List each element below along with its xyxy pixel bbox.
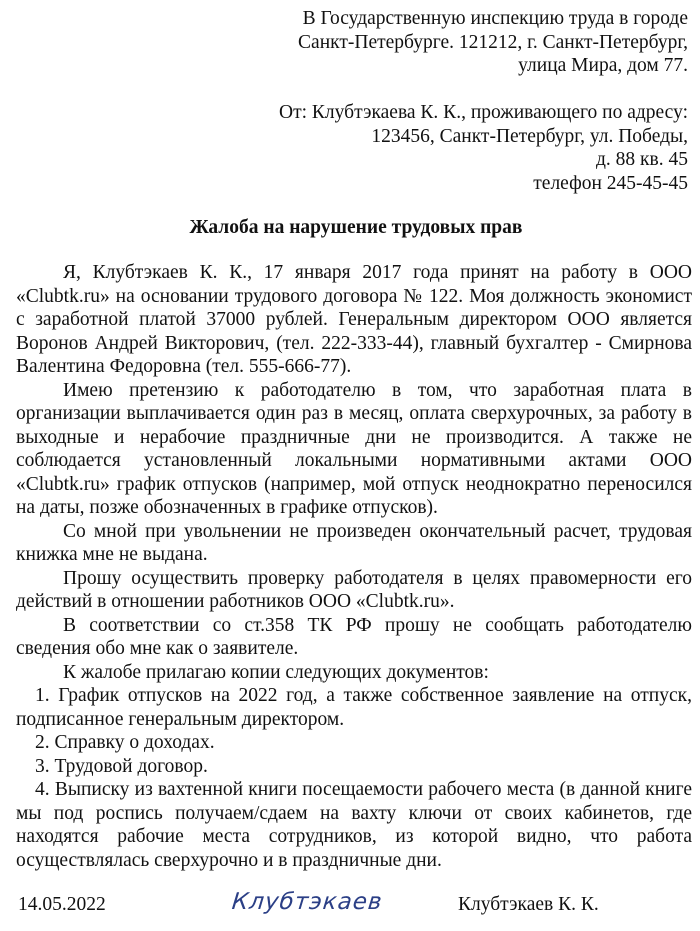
document-body bbox=[16, 261, 692, 872]
attachment-item: 3. Трудовой договор. bbox=[35, 755, 208, 777]
attachment-item: 2. Справку о доходах. bbox=[35, 732, 215, 753]
paragraph: В соответствии со ст.358 ТК РФ прошу не сообщать работодателю сведения обо мне как о заявителе. bbox=[16, 614, 692, 659]
attachment-item: 4. Выписку из вахтенной книги посещаемости рабочего места (в данной книге мы под роспись получаем/сдаем на вахту ключи от своих кабинетов, где находятся рабочие места сотрудников, из которой видно, что работа осуществлялась сверхурочно и в праздничные дни. bbox=[16, 779, 692, 871]
recipient-line: улица Мира, дом 77. bbox=[518, 55, 688, 76]
paragraph: Со мной при увольнении не произведен окончательный расчет, трудовая книжка мне не выдана. bbox=[16, 520, 692, 565]
signature-date: 14.05.2022 bbox=[18, 894, 106, 915]
paragraph: Прошу осуществить проверку работодателя в целях правомерности его действий в отношении работников ООО «Clubtk.ru». bbox=[16, 567, 692, 612]
signature-row bbox=[18, 889, 678, 923]
handwritten-signature: Клубтэкаев bbox=[230, 889, 384, 915]
recipient-line: В Государственную инспекцию труда в городе bbox=[302, 8, 688, 29]
sender-line: телефон 245-45-45 bbox=[533, 172, 688, 194]
signatory-name: Клубтэкаев К. К. bbox=[458, 894, 599, 915]
document-title: Жалоба на нарушение трудовых прав bbox=[189, 217, 523, 238]
sender-line: От: Клубтэкаева К. К., проживающего по адресу: bbox=[279, 102, 688, 123]
recipient-block bbox=[298, 7, 688, 78]
sender-line: д. 88 кв. 45 bbox=[596, 149, 688, 170]
paragraph: К жалобе прилагаю копии следующих документов: bbox=[63, 661, 489, 683]
paragraph: Я, Клубтэкаев К. К., 17 января 2017 года принят на работу в ООО «Clubtk.ru» на основании трудового договора № 122. Моя должность экономист с заработной платой 37000 рублей. Генеральным директором ООО является Воронов Андрей Викторович, (тел. 222-333-44), главный бухгалтер - Смирнова Валентина Федоровна (тел. 555-666-77). bbox=[16, 262, 692, 377]
paragraph: Имею претензию к работодателю в том, что заработная плата в организации выплачивается один раз в месяц, оплата сверхурочных, за работу в выходные и нерабочие праздничные дни не производится. А также не соблюдается установленный локальными нормативными актами ООО «Clubtk.ru» график отпусков (например, мой отпуск неоднократно переносился на даты, позже обозначенных в графике отпусков). bbox=[16, 379, 692, 518]
attachment-item: 1. График отпусков на 2022 год, а также собственное заявление на отпуск, подписанное генеральным директором. bbox=[16, 685, 692, 730]
recipient-line: Санкт-Петербурге. 121212, г. Санкт-Петербург, bbox=[298, 31, 688, 53]
sender-line: 123456, Санкт-Петербург, ул. Победы, bbox=[371, 125, 688, 147]
sender-block bbox=[279, 101, 688, 195]
